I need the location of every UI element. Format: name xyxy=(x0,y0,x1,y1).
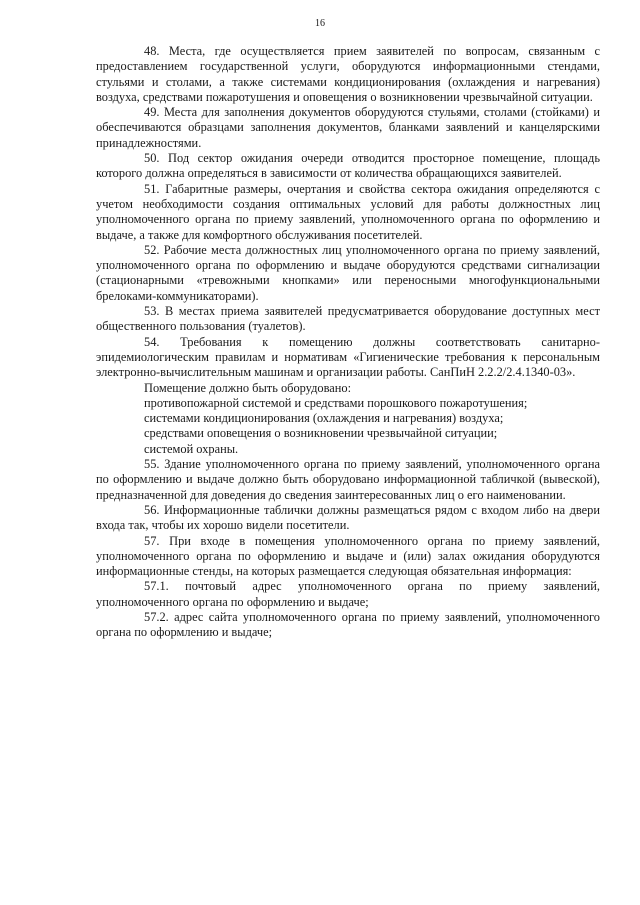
paragraph-54: 54. Требования к помещению должны соответствовать санитарно-эпидемиологическим правилам и нормативам «Гигиенические требования к персональным электронно-вычислительным машинам и организации работы. СанПиН 2.2.2/2.4.1340-03». xyxy=(96,334,600,380)
equipment-item: противопожарной системой и средствами порошкового пожаротушения; xyxy=(144,395,528,410)
paragraph-48: 48. Места, где осуществляется прием заявителей по вопросам, связанным с предоставлением государственной услуги, оборудуются информационными стендами, стульями и столами, а также системами кондиционирования (охлаждения и нагревания) воздуха, средствами пожаротушения и оповещения о возникновении чрезвычайной ситуации. xyxy=(96,44,600,104)
equipment-item: системой охраны. xyxy=(144,441,239,456)
paragraph-52: 52. Рабочие места должностных лиц уполномоченного органа по приему заявлений, уполномоченного органа по оформлению и выдаче оборудуются средствами сигнализации (стационарными «тревожными кнопками» или переносными многофункциональными брелоками-коммуникаторами). xyxy=(96,242,600,303)
equipment-item: системами кондиционирования (охлаждения и нагревания) воздуха; xyxy=(144,411,504,426)
document-body xyxy=(96,44,600,641)
paragraph-53: 53. В местах приема заявителей предусматривается оборудование доступных мест общественного пользования (туалетов). xyxy=(96,304,600,334)
paragraph-55: 55. Здание уполномоченного органа по приему заявлений, уполномоченного органа по оформлению и выдаче должно быть оборудовано информационной табличкой (вывеской), предназначенной для доведения до сведения заинтересованных лиц о его наименовании. xyxy=(96,457,600,502)
paragraph-50: 50. Под сектор ожидания очереди отводится просторное помещение, площадь которого должна определяться в зависимости от количества обращающихся заявителей. xyxy=(96,151,600,181)
paragraph-57: 57. При входе в помещения уполномоченного органа по приему заявлений, уполномоченного органа по оформлению и выдаче и (или) залах ожидания оборудуются информационные стенды, на которых размещается следующая обязательная информация: xyxy=(96,533,600,579)
paragraph-57-2: 57.2. адрес сайта уполномоченного органа по приему заявлений, уполномоченного органа по оформлению и выдаче; xyxy=(96,609,600,640)
equipment-intro: Помещение должно быть оборудовано: xyxy=(144,380,352,395)
paragraph-49: 49. Места для заполнения документов оборудуются стульями, столами (стойками) и обеспечиваются образцами заполнения документов, бланками заявлений и канцелярскими принадлежностями. xyxy=(96,105,600,150)
paragraph-56: 56. Информационные таблички должны размещаться рядом с входом либо на двери входа так, чтобы их хорошо видели посетители. xyxy=(96,502,600,533)
page-number: 16 xyxy=(315,18,325,29)
equipment-item: средствами оповещения о возникновении чрезвычайной ситуации; xyxy=(144,426,498,441)
paragraph-51: 51. Габаритные размеры, очертания и свойства сектора ожидания определяются с учетом необходимости создания оптимальных условий для работы должностных лиц уполномоченного органа по приему заявлений, уполномоченного органа по оформлению и выдаче, а также для комфортного обслуживания посетителей. xyxy=(96,181,600,242)
paragraph-57-1: 57.1. почтовый адрес уполномоченного органа по приему заявлений, уполномоченного органа по оформлению и выдаче; xyxy=(96,579,600,609)
